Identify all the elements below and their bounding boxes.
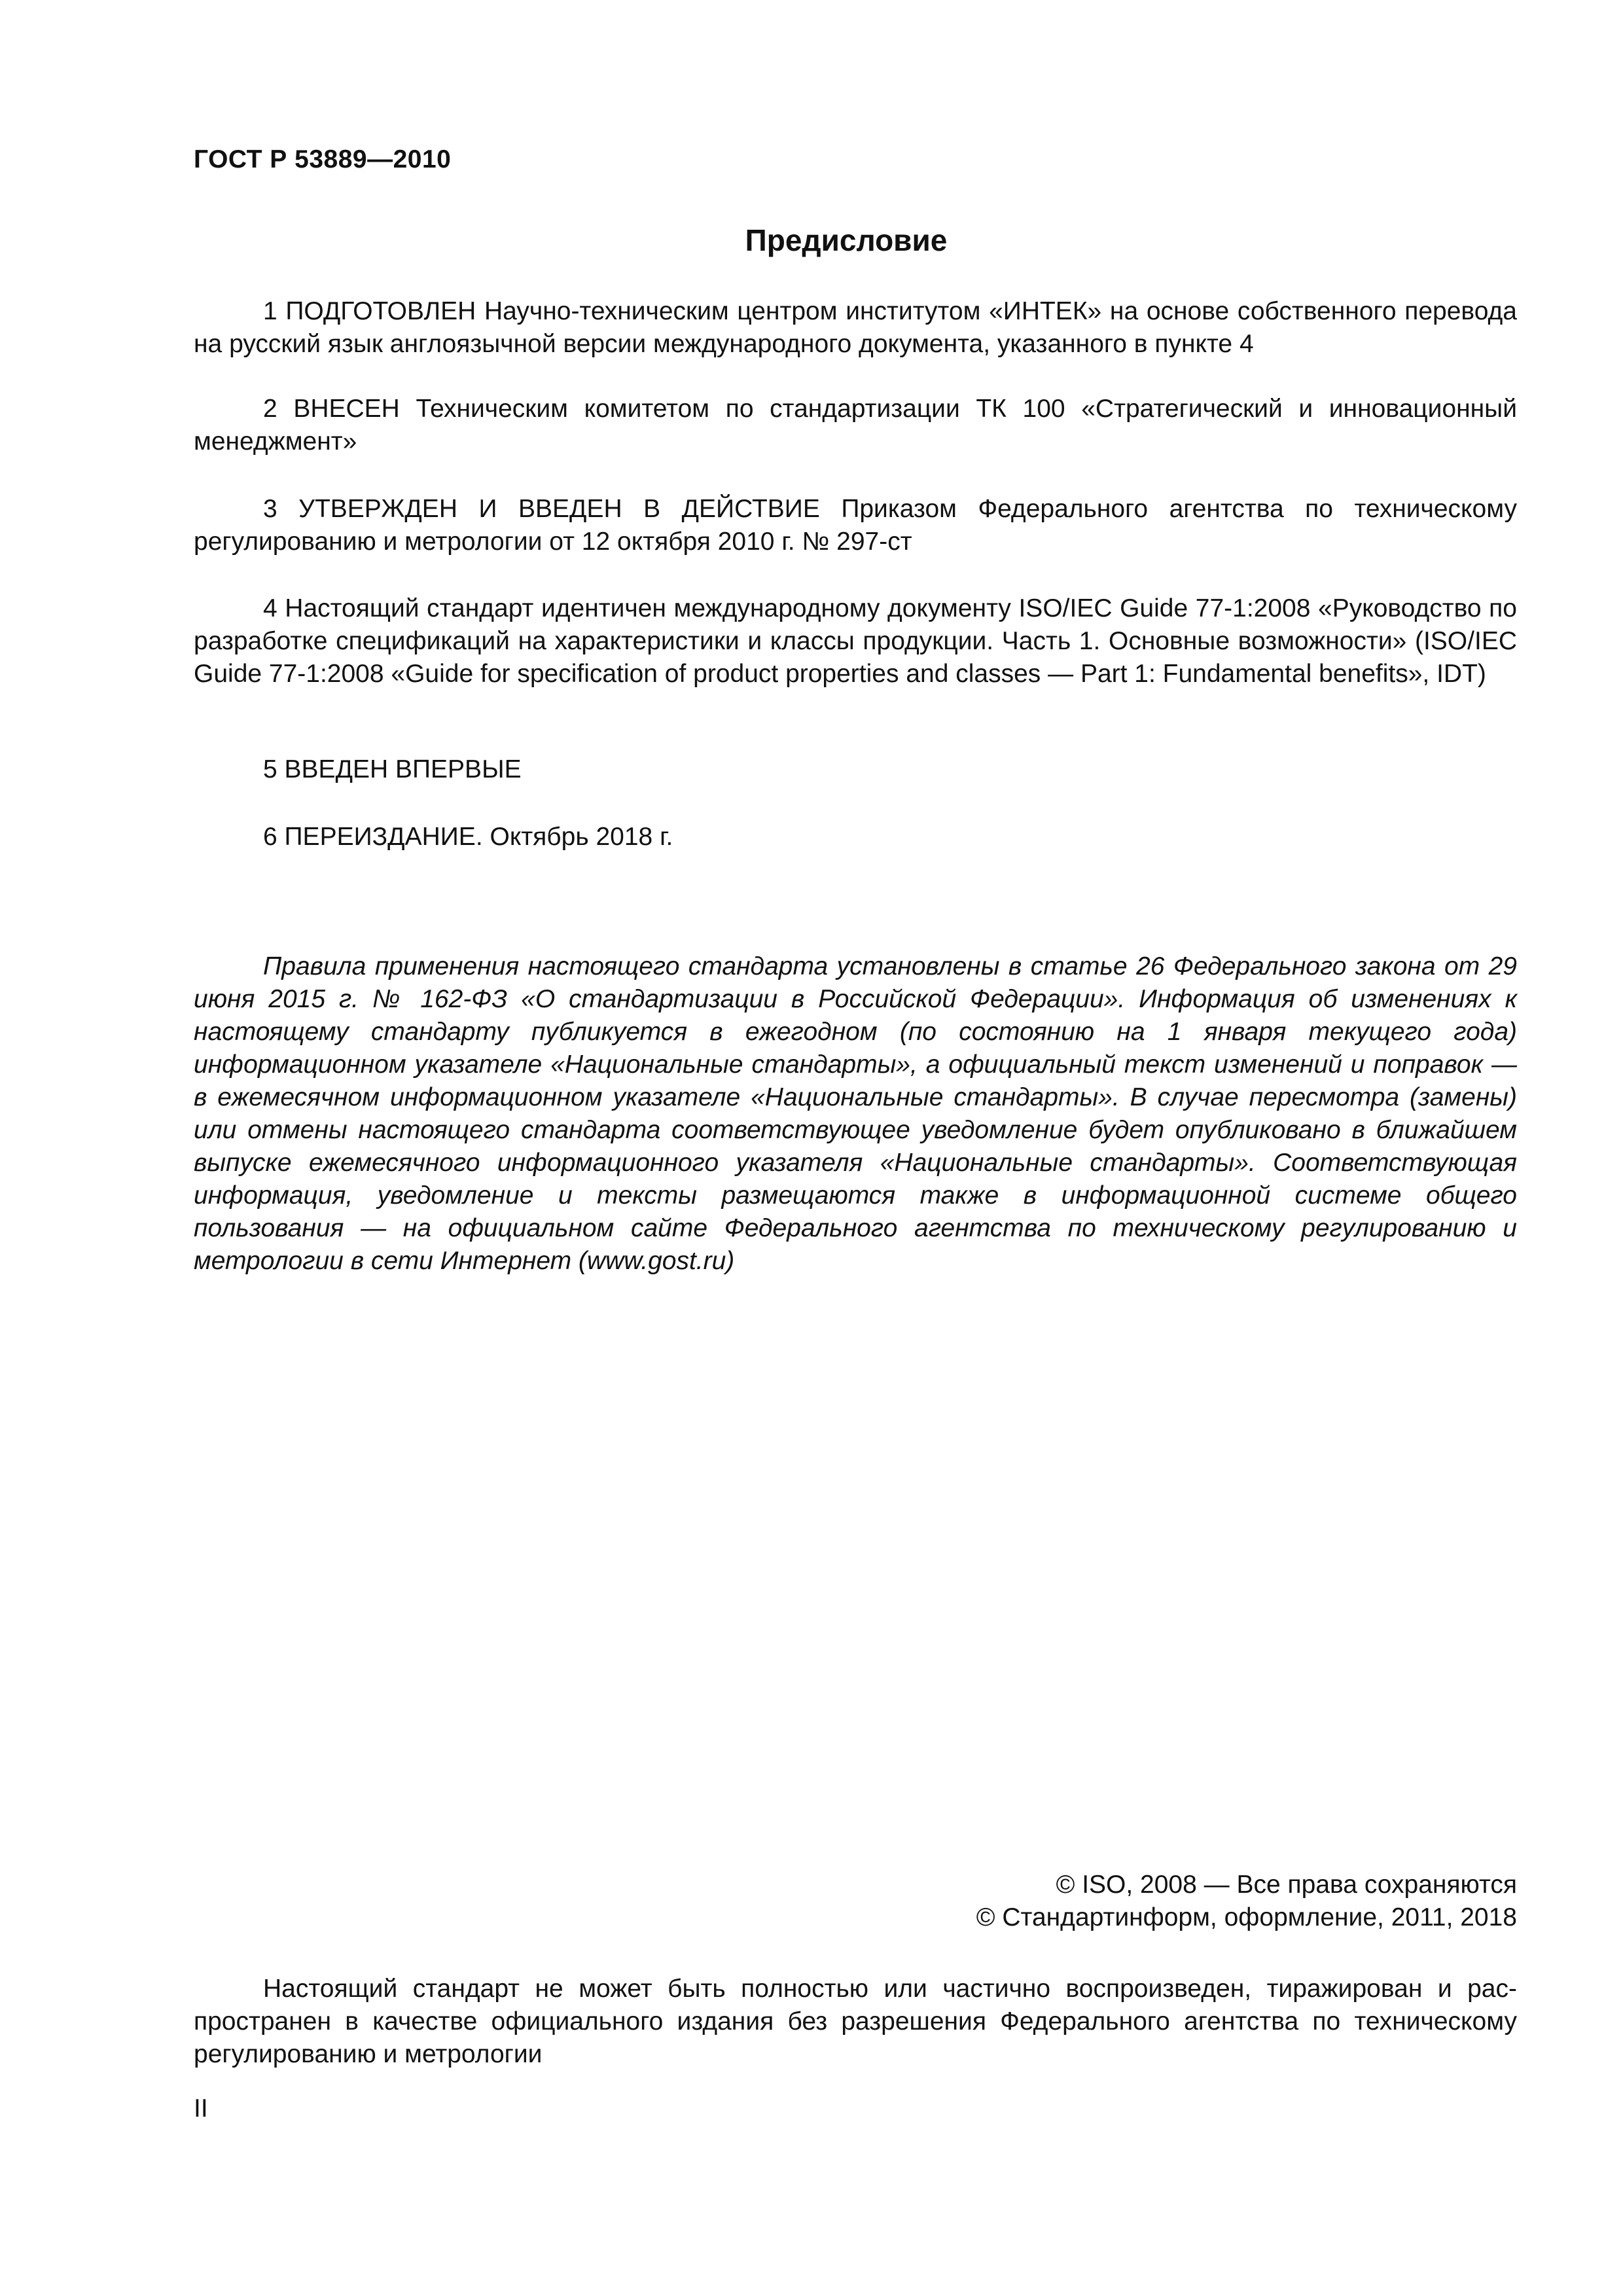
foreword-item-5: 5 ВВЕДЕН ВПЕРВЫЕ [263,755,522,783]
copyright-standartinform: © Стандартинформ, оформление, 2011, 2018 [976,1903,1517,1931]
page-number: II [194,2094,208,2123]
application-rules-notice: Правила применения настоящего стандарта установлены в статье 26 Федерального закона от 29 июня 2015 г. № 162-ФЗ «О стандартизации в Российской Федерации». Информация об изменениях к настоящему стандарту публикуется в ежегодном (по состоянию на 1 января текущего года) информационном указателе «Национальные стандарты», а официальный текст изменений и поправок — в ежемесячном информационном указателе «Национальные стандарты». В случае пересмотра (замены) или отмены настоящего стандарта соответствующее уведомление будет опубликовано в ближайшем выпуске ежемесячного информационного указателя «Национальные стандарты». Соответствующая информация, уведомление и тексты размещаются также в информационной системе общего пользования — на официальном сайте Федерального агентства по техническому регулированию и метрологии в сети Интернет (www.gost.ru) [194,952,1517,1275]
reproduction-restriction: Настоящий стандарт не может быть полностью или частично воспроизведен, тиражирован и распространен в качестве официального издания без разрешения Федерального агентства по техническому регулированию и метрологии [194,1975,1517,2068]
foreword-item-1: 1 ПОДГОТОВЛЕН Научно-техническим центром институтом «ИНТЕК» на основе собственного перевода на русский язык англоязычной версии международного документа, указанного в пункте 4 [194,297,1517,358]
page-title: Предисловие [745,223,948,257]
foreword-item-2: 2 ВНЕСЕН Техническим комитетом по стандартизации ТК 100 «Стратегический и инновационный менеджмент» [194,395,1517,456]
foreword-item-4: 4 Настоящий стандарт идентичен международному документу ISO/IEC Guide 77-1:2008 «Руководство по разработке спецификаций на характеристики и классы продукции. Часть 1. Основные возможности» (ISO/IEC Guide 77-1:2008 «Guide for specification of product properties and classes — Part 1: Fundamental benefits», IDT) [194,594,1517,688]
standard-code: ГОСТ Р 53889—2010 [194,145,452,173]
foreword-item-3: 3 УТВЕРЖДЕН И ВВЕДЕН В ДЕЙСТВИЕ Приказом Федерального агентства по техническому регулированию и метрологии от 12 октября 2010 г. № 297-ст [194,495,1517,556]
foreword-item-6: 6 ПЕРЕИЗДАНИЕ. Октябрь 2018 г. [263,823,673,851]
copyright-iso: © ISO, 2008 — Все права сохраняются [1056,1871,1517,1899]
